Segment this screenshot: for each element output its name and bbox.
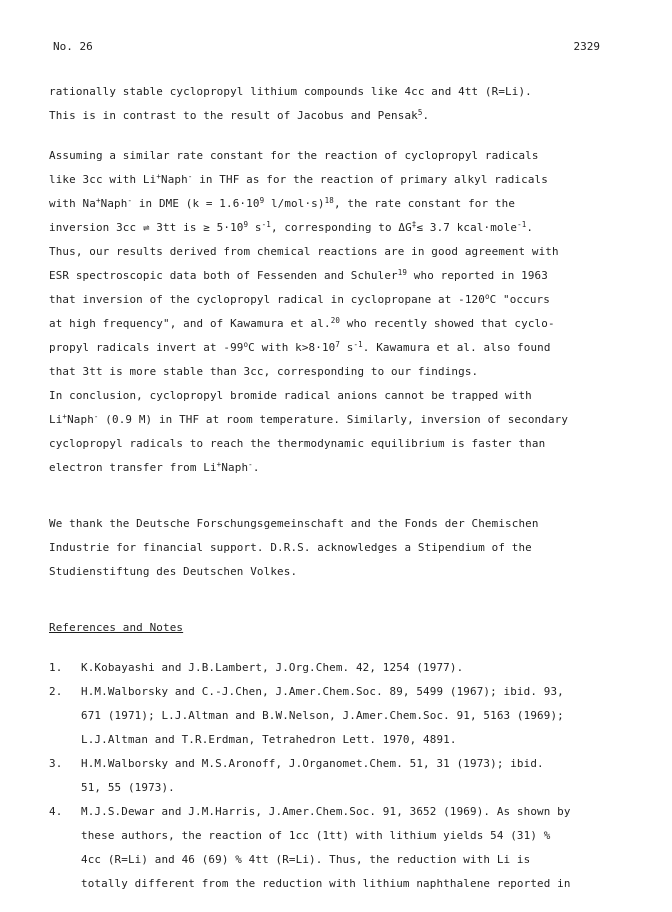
reference-item: 3. H.M.Walborsky and M.S.Aronoff, J.Organomet.Chem. 51, 31 (1973); ibid.: [49, 752, 629, 776]
reference-item: 2. H.M.Walborsky and C.-J.Chen, J.Amer.Chem.Soc. 89, 5499 (1967); ibid. 93,: [49, 680, 629, 704]
paragraph-2: [49, 144, 629, 480]
text-line: electron transfer from Li+Naph-.: [49, 460, 260, 474]
text-line: Studienstiftung des Deutschen Volkes.: [49, 565, 298, 578]
text-line: with Na+Naph- in DME ($k = 1.6\cdot 10^9$ l/mol·s)$^{18}$, the rate constant for the: [49, 196, 516, 210]
text-line: Assuming a similar rate constant for the reaction of cyclopropyl radicals: [49, 149, 539, 162]
paragraph-1: [49, 80, 629, 128]
acknowledgement: [49, 512, 629, 584]
reference-number: 1.: [49, 661, 63, 674]
reference-item: 4. M.J.S.Dewar and J.M.Harris, J.Amer.Chem.Soc. 91, 3652 (1969). As shown by: [49, 800, 629, 824]
reference-continuation: 671 (1971); L.J.Altman and B.W.Nelson, J.Amer.Chem.Soc. 91, 5163 (1969);: [81, 709, 564, 722]
text-line: that 3tt is more stable than 3cc, corresponding to our findings.: [49, 365, 479, 378]
page-number: 2329: [573, 40, 600, 53]
text-line: ESR spectroscopic data both of Fessenden and Schuler$^{19}$ who reported in 1963: [49, 268, 548, 282]
text-line: at high frequency", and of Kawamura et al.$^{20}$ who recently showed that cyclo-: [49, 316, 555, 330]
text-line: Industrie for financial support. D.R.S. acknowledges a Stipendium of the: [49, 541, 532, 554]
references-heading: References and Notes: [49, 621, 184, 634]
article-body: [49, 80, 629, 896]
text-line: rationally stable cyclopropyl lithium compounds like 4cc and 4tt (R=Li).: [49, 85, 532, 98]
reference-continuation: L.J.Altman and T.R.Erdman, Tetrahedron Lett. 1970, 4891.: [81, 733, 457, 746]
reference-number: 3.: [49, 757, 63, 770]
text-line: inversion 3cc ⇌ 3tt is ≥ $5\cdot 10^9$ $s^{-1}$, corresponding to ΔG‡≤ 3.7 kcal·mole$^{-1}$.: [49, 220, 534, 234]
text-line: like 3cc with Li+Naph- in THF as for the reaction of primary alkyl radicals: [49, 172, 548, 186]
reference-continuation: these authors, the reaction of 1cc (1tt) with lithium yields 54 (31) %: [81, 829, 551, 842]
text-line: We thank the Deutsche Forschungsgemeinschaft and the Fonds der Chemischen: [49, 517, 539, 530]
reference-item: 1. K.Kobayashi and J.B.Lambert, J.Org.Chem. 42, 1254 (1977).: [49, 656, 629, 680]
text-line: In conclusion, cyclopropyl bromide radical anions cannot be trapped with: [49, 389, 532, 402]
text-line: Li+Naph- (0.9 M) in THF at room temperature. Similarly, inversion of secondary: [49, 412, 569, 426]
reference-continuation: 51, 55 (1973).: [81, 781, 175, 794]
reference-number: 2.: [49, 685, 63, 698]
reference-continuation: totally different from the reduction with lithium naphthalene reported in: [81, 877, 571, 890]
text-line: that inversion of the cyclopropyl radical in cyclopropane at -120$^o$C "occurs: [49, 292, 550, 306]
text-line: propyl radicals invert at -99$^o$C with $k>8\cdot 10^7$ $s^{-1}$. Kawamura et al. also found: [49, 340, 551, 354]
issue-number: No. 26: [53, 40, 93, 53]
text-line: This is in contrast to the result of Jacobus and Pensak$^5$.: [49, 108, 430, 122]
reference-continuation: 4cc (R=Li) and 46 (69) % 4tt (R=Li). Thus, the reduction with Li is: [81, 853, 531, 866]
reference-number: 4.: [49, 805, 63, 818]
text-line: cyclopropyl radicals to reach the thermodynamic equilibrium is faster than: [49, 437, 546, 450]
references-list: [49, 656, 629, 896]
text-line: Thus, our results derived from chemical reactions are in good agreement with: [49, 245, 559, 258]
